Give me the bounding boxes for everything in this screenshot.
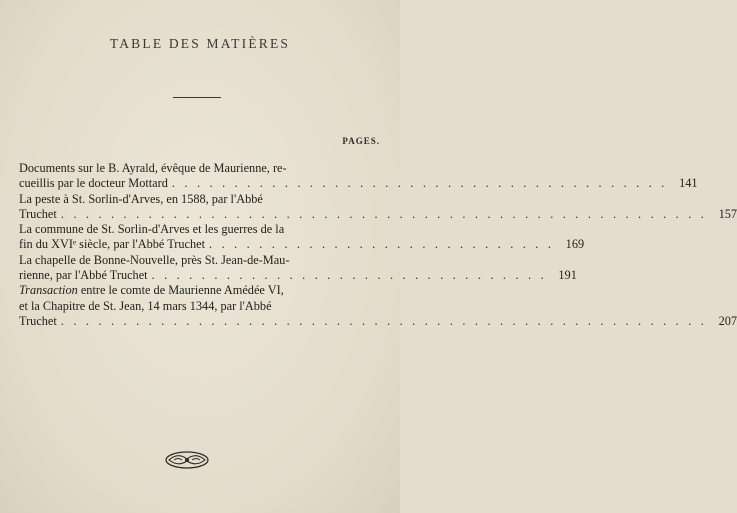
toc-entry-line: fin du XVIᵉ siècle, par l'Abbé Truchet [19, 237, 206, 252]
dot-leader: . . . . . . . . . . . . . . . . . . . . . . . . . . . . . . . . . . . . . . . . . . . . . . . . . . . . [60, 313, 708, 328]
toc-page-number: 157 [718, 206, 737, 221]
title-rule-divider [173, 97, 221, 98]
toc-page-number: 207 [718, 313, 737, 328]
page-title: TABLE DES MATIÈRES [109, 36, 291, 51]
toc-entry-line: Transaction entre le comte de Maurienne Amédée VI, [19, 283, 284, 298]
pages-column-label: PAGES. [342, 136, 380, 146]
toc-entry-line: et la Chapitre de St. Jean, 14 mars 1344, par l'Abbé [19, 298, 272, 313]
table-of-contents [19, 161, 737, 329]
dot-leader: . . . . . . . . . . . . . . . . . . . . . . . . . . . . [209, 237, 555, 252]
toc-entry-line: Truchet [19, 206, 57, 221]
toc-page-number: 169 [565, 237, 585, 252]
toc-page-number: 191 [558, 268, 577, 283]
dot-leader: . . . . . . . . . . . . . . . . . . . . . . . . . . . . . . . . . . . . . . . . [171, 176, 668, 191]
toc-entry [19, 191, 737, 223]
toc-entry-line: La chapelle de Bonne-Nouvelle, près St. Jean-de-Mau- [19, 252, 290, 267]
toc-entry-line: cueillis par le docteur Mottard [19, 176, 168, 191]
dot-leader: . . . . . . . . . . . . . . . . . . . . . . . . . . . . . . . . [151, 268, 547, 283]
toc-entry-line: La peste à St. Sorlin-d'Arves, en 1588, par l'Abbé [19, 191, 263, 206]
toc-entry-line: Documents sur le B. Ayrald, évêque de Maurienne, re- [19, 161, 287, 175]
toc-entry-line: La commune de St. Sorlin-d'Arves et les guerres de la [19, 222, 285, 237]
toc-page-number: 141 [679, 176, 698, 191]
toc-entry-line: rienne, par l'Abbé Truchet [19, 268, 148, 283]
toc-entry-line: Truchet [19, 313, 57, 328]
italic-word: Transaction [19, 283, 78, 298]
toc-entry [19, 283, 737, 329]
toc-entry [19, 222, 585, 253]
dot-leader: . . . . . . . . . . . . . . . . . . . . . . . . . . . . . . . . . . . . . . . . . . . . . . . . . . . . [60, 206, 708, 221]
toc-entry [19, 161, 698, 192]
fleuron-ornament-icon [164, 450, 210, 470]
toc-entry [19, 252, 577, 284]
